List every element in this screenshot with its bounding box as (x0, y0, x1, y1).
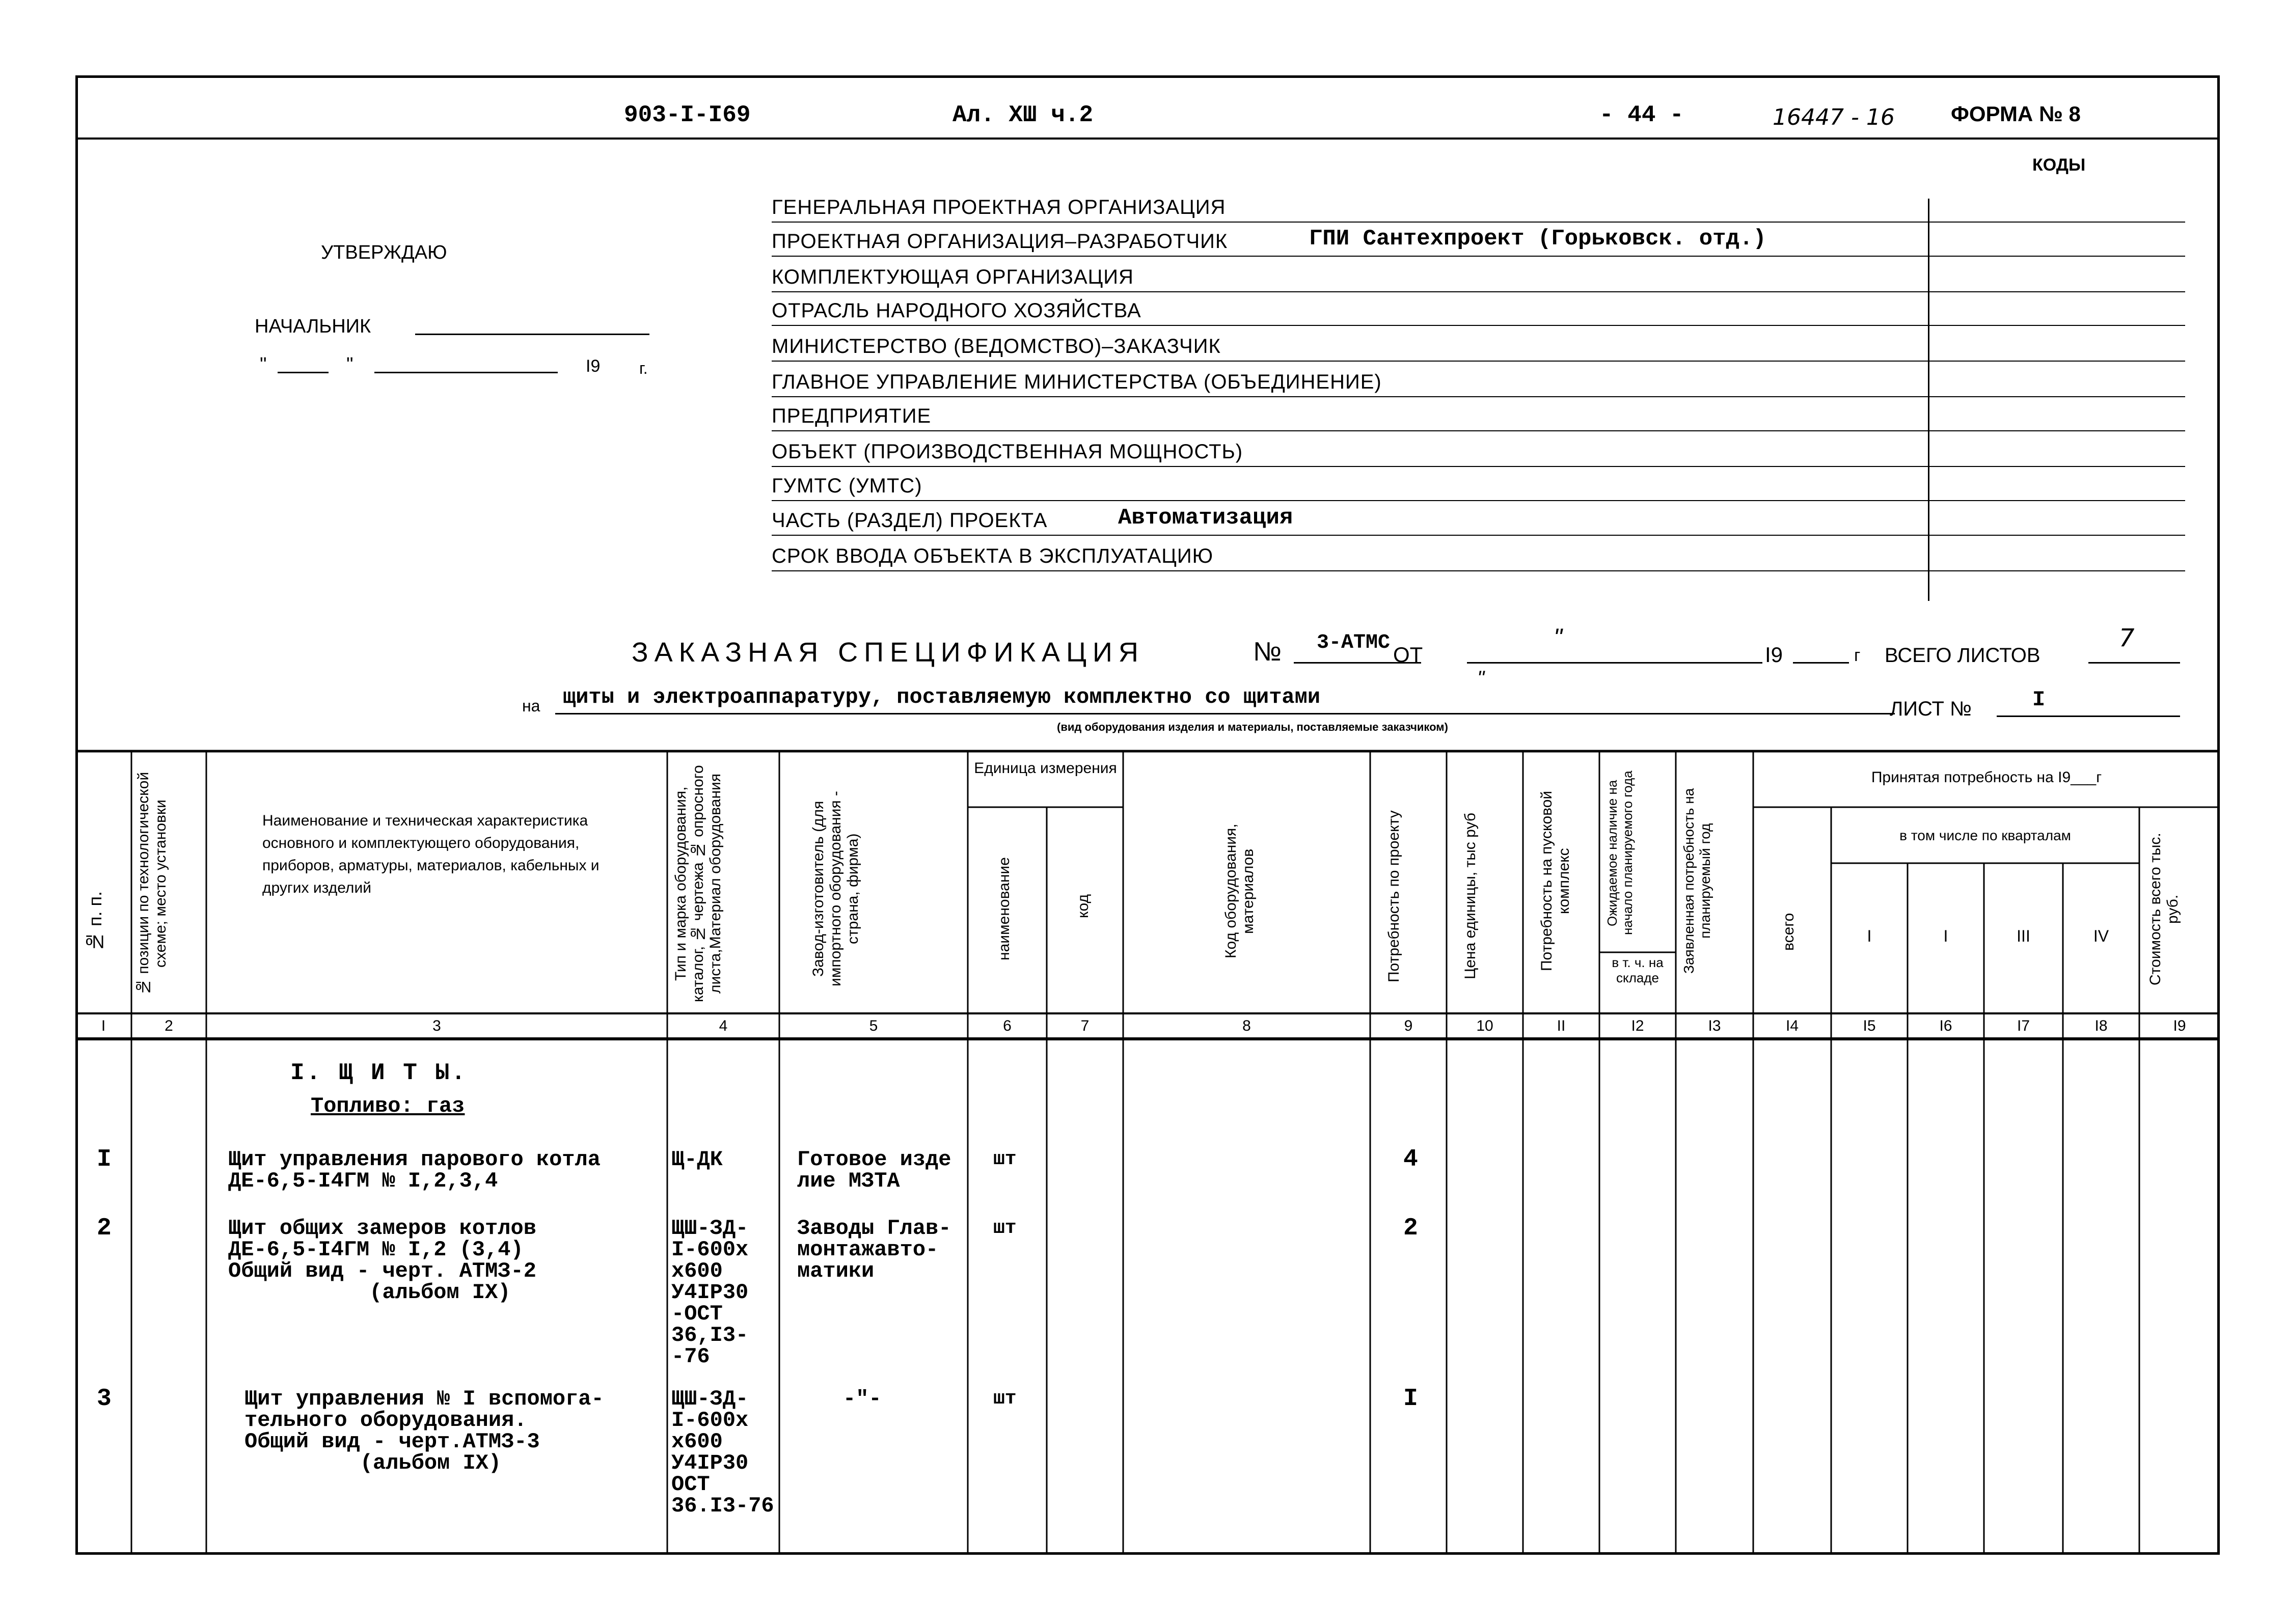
column-number: I6 (1939, 1017, 1952, 1034)
year-prefix: I9 (586, 356, 601, 376)
doc-code: 903-I-I69 (624, 102, 751, 128)
row-type-line: -ОСТ (671, 1302, 723, 1326)
row-number: 3 (97, 1385, 112, 1413)
section-title: I. Щ И Т Ы. (290, 1060, 468, 1086)
spec-from-label: ОТ (1393, 643, 1423, 667)
org-field-label: КОМПЛЕКТУЮЩАЯ ОРГАНИЗАЦИЯ (772, 266, 1134, 288)
col-header-q3: III (2017, 927, 2030, 945)
subsection-title: Топливо: газ (311, 1094, 465, 1118)
col-header-19: Стоимость всего тыс. руб. (2147, 833, 2181, 985)
col-header-13: Заявленная потребность на планируемый год (1681, 788, 1713, 974)
spec-year: I9 (1765, 643, 1783, 667)
spec-no-label: № (1253, 637, 1282, 667)
org-field-label: ГЛАВНОЕ УПРАВЛЕНИЕ МИНИСТЕРСТВА (ОБЪЕДИНЕНИЕ) (772, 371, 1382, 393)
row-type-line: I-600х (671, 1408, 749, 1433)
col-header-7: код (1075, 894, 1092, 919)
row-name-line: (альбом IX) (244, 1451, 502, 1475)
org-field-label: ГУМТС (УМТС) (772, 475, 922, 497)
row-number: 2 (97, 1215, 112, 1242)
row-type-line: ЩШ-ЗД- (671, 1216, 749, 1241)
spec-on-label: на (522, 697, 540, 715)
col-header-1: № п. п. (85, 891, 105, 952)
row-type-line: 36,I3- (671, 1323, 749, 1347)
row-need: 2 (1403, 1215, 1418, 1242)
col-header-5: Завод-изготовитель (для импортного оборудования - страна, фирма) (810, 791, 861, 986)
row-name-line: Щит управления № I вспомога- (244, 1387, 604, 1411)
row-name-line: ДЕ-6,5-I4ГМ № I,2 (3,4) (228, 1237, 524, 1262)
column-number: I5 (1863, 1017, 1876, 1034)
col-header-9: Потребность по проекту (1385, 810, 1402, 982)
col-header-12b: в т. ч. на складе (1612, 955, 1664, 985)
column-number: 3 (432, 1017, 441, 1034)
sheet-number: I (2032, 687, 2046, 712)
org-field-value: Автоматизация (1118, 505, 1293, 531)
column-number: 7 (1080, 1017, 1090, 1034)
row-maker-line: монтажавто- (797, 1237, 939, 1262)
org-field-label: ПРОЕКТНАЯ ОРГАНИЗАЦИЯ–РАЗРАБОТЧИК (772, 230, 1228, 253)
row-name-line: Щит общих замеров котлов (228, 1216, 536, 1241)
row-type-line: ЩШ-ЗД- (671, 1387, 749, 1411)
col-header-6-group: Единица измерения (974, 760, 1117, 777)
col-header-8: Код оборудования, материалов (1222, 823, 1257, 959)
date-quote-open: " (260, 354, 267, 375)
page-number: - 44 - (1599, 102, 1684, 128)
total-sheets-label: ВСЕГО ЛИСТОВ (1885, 644, 2040, 667)
row-maker-line: лие МЗТА (797, 1169, 900, 1193)
spec-subject: щиты и электроаппаратуру, поставляемую комплектно со щитами (563, 685, 1321, 709)
row-type-line: ОСТ (671, 1472, 710, 1497)
row-unit: шт (993, 1217, 1017, 1239)
col-header-10: Цена единицы, тыс руб (1462, 813, 1479, 980)
row-type-line: Щ-ДК (671, 1147, 723, 1172)
column-number: I9 (2173, 1017, 2186, 1034)
col-header-6: наименование (996, 857, 1013, 961)
spec-title: ЗАКАЗНАЯ СПЕЦИФИКАЦИЯ (632, 637, 1145, 668)
col-header-q1: I (1867, 927, 1872, 945)
row-name-line: Общий вид - черт.АТМЗ-3 (244, 1429, 540, 1454)
column-number: 9 (1404, 1017, 1413, 1034)
row-name-line: Общий вид - черт. АТМЗ-2 (228, 1259, 536, 1283)
col-header-quarters-group: в том числе по кварталам (1899, 828, 2071, 843)
column-number: I (101, 1017, 106, 1034)
row-unit: шт (993, 1388, 1017, 1410)
column-number: 8 (1242, 1017, 1251, 1034)
row-unit: шт (993, 1148, 1017, 1170)
col-header-11: Потребность на пусковой комплекс (1538, 790, 1572, 972)
org-field-label: ОБЪЕКТ (ПРОИЗВОДСТВЕННАЯ МОЩНОСТЬ) (772, 441, 1243, 463)
row-need: I (1403, 1385, 1418, 1413)
column-number: I4 (1785, 1017, 1799, 1034)
column-number: 4 (719, 1017, 728, 1034)
date-quote-close: " (346, 354, 353, 375)
org-field-label: СРОК ВВОДА ОБЪЕКТА В ЭКСПЛУАТАЦИЮ (772, 545, 1214, 567)
row-type-line: х600 (671, 1429, 723, 1454)
row-maker-line: Заводы Глав- (797, 1216, 951, 1241)
row-type-line: I-600х (671, 1237, 749, 1262)
org-field-label: МИНИСТЕРСТВО (ВЕДОМСТВО)–ЗАКАЗЧИК (772, 335, 1221, 357)
column-number: 5 (869, 1017, 878, 1034)
org-field-label: ГЕНЕРАЛЬНАЯ ПРОЕКТНАЯ ОРГАНИЗАЦИЯ (772, 196, 1226, 218)
form-number: ФОРМА № 8 (1951, 102, 2081, 126)
col-header-12: Ожидаемое наличие на начало планируемого года (1604, 770, 1635, 935)
col-header-4: Тип и марка оборудования, каталог, № чертежа № опросного листа,Материал оборудования (672, 765, 724, 1002)
row-need: 4 (1403, 1146, 1418, 1173)
row-maker-line: Готовое изде (797, 1147, 951, 1172)
row-type-line: У4IР30 (671, 1280, 749, 1305)
spec-no-value: 3-АТМС (1317, 631, 1391, 654)
org-field-label: ПРЕДПРИЯТИЕ (772, 405, 932, 427)
row-type-line: У4IР30 (671, 1451, 749, 1475)
col-header-q2: I (1943, 927, 1948, 945)
sheet-label: ЛИСТ № (1890, 698, 1972, 720)
column-number: II (1557, 1017, 1566, 1034)
handwritten-number: 16447 - 16 (1773, 104, 1895, 130)
spec-subject-quote: " (1477, 667, 1485, 690)
codes-label: КОДЫ (2032, 155, 2086, 175)
column-number: I3 (1708, 1017, 1721, 1034)
column-number: I7 (2017, 1017, 2030, 1034)
column-number: I2 (1631, 1017, 1644, 1034)
col-header-3: Наименование и техническая характеристика основного и комплектующего оборудования, приборов, арматуры, материалов, кабельных и других изделий (262, 812, 600, 896)
spec-year-suffix: г (1854, 646, 1861, 665)
org-field-value: ГПИ Сантехпроект (Горьковск. отд.) (1309, 226, 1766, 252)
year-suffix: г. (639, 359, 648, 377)
column-number: 2 (165, 1017, 173, 1034)
column-number: 10 (1476, 1017, 1493, 1034)
spec-caption: (вид оборудования изделия и материалы, поставляемые заказчиком) (1057, 721, 1448, 733)
row-name-line: тельного оборудования. (244, 1408, 527, 1433)
org-field-label: ОТРАСЛЬ НАРОДНОГО ХОЗЯЙСТВА (772, 299, 1141, 322)
row-maker-line: матики (797, 1259, 875, 1283)
col-header-q4: IV (2093, 927, 2109, 945)
chief-label: НАЧАЛЬНИК (255, 316, 371, 337)
col-header-14: всего (1780, 913, 1797, 951)
row-name-line: ДЕ-6,5-I4ГМ № I,2,3,4 (228, 1169, 498, 1193)
approve-title: УТВЕРЖДАЮ (321, 242, 447, 263)
row-type-line: -76 (671, 1344, 710, 1369)
spec-date-quote: " (1554, 624, 1563, 651)
row-type-line: 36.I3-76 (671, 1494, 774, 1518)
row-name-line: (альбом IX) (228, 1280, 511, 1305)
col-header-2: № позиции по технологической схеме; место установки (135, 772, 169, 996)
org-field-label: ЧАСТЬ (РАЗДЕЛ) ПРОЕКТА (772, 509, 1048, 532)
row-number: I (97, 1146, 112, 1173)
total-sheets-value: 7 (2119, 624, 2135, 652)
row-name-line: Щит управления парового котла (228, 1147, 601, 1172)
column-number: 6 (1003, 1017, 1012, 1034)
row-type-line: х600 (671, 1259, 723, 1283)
column-number: I8 (2094, 1017, 2108, 1034)
col-header-14-group: Принятая потребность на I9___г (1871, 769, 2102, 786)
album-ref: Ал. XШ ч.2 (953, 102, 1094, 128)
row-maker-line: -"- (843, 1387, 882, 1411)
